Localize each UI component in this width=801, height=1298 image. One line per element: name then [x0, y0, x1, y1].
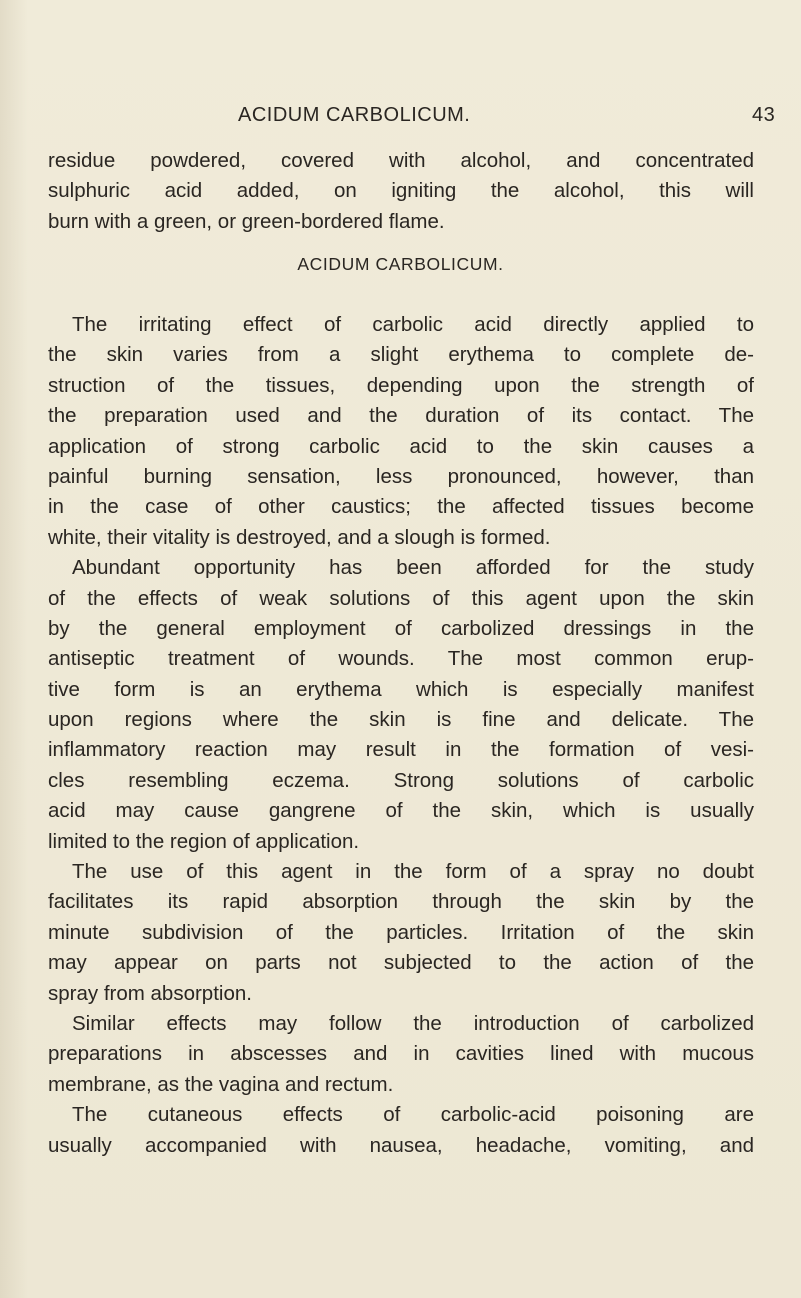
text-line: The irritating effect of carbolic acid directly applied to [72, 313, 754, 336]
text-line: antiseptic treatment of wounds. The most common erup- [48, 647, 754, 671]
text-line: Similar effects may follow the introduction of carbolized [72, 1011, 754, 1035]
text-line: by the general employment of carbolized dressings in the [48, 616, 754, 640]
text-line: in the case of other caustics; the affected tissues become [48, 495, 754, 519]
text-line: sulphuric acid added, on igniting the alcohol, this will [48, 179, 754, 203]
section-body [48, 310, 754, 1161]
text-line: The cutaneous effects of carbolic-acid poisoning are [72, 1103, 754, 1127]
text-line: painful burning sensation, less pronounced, however, than [48, 464, 754, 488]
text-line: minute subdivision of the particles. Irritation of the skin [48, 920, 754, 944]
text-line: burn with a green, or green-bordered flame. [48, 209, 445, 233]
section-heading: ACIDUM CARBOLICUM. [297, 254, 504, 274]
text-line: preparations in abscesses and in cavities lined with mucous [48, 1042, 754, 1066]
running-head [0, 104, 801, 134]
running-head-title: ACIDUM CARBOLICUM. [238, 104, 471, 126]
text-line: acid may cause gangrene of the skin, which is usually [48, 799, 754, 823]
text-line: of the effects of weak solutions of this agent upon the skin [48, 586, 754, 610]
text-line: facilitates its rapid absorption through the skin by the [48, 890, 754, 914]
text-line: the preparation used and the duration of its contact. The [48, 404, 754, 428]
text-line: usually accompanied with nausea, headache, vomiting, and [48, 1133, 754, 1157]
text-line: spray from absorption. [48, 981, 252, 1005]
text-line: tive form is an erythema which is especially manifest [48, 677, 754, 701]
text-line: white, their vitality is destroyed, and a slough is formed. [48, 525, 551, 549]
text-line: residue powdered, covered with alcohol, and concentrated [48, 149, 754, 172]
text-line: may appear on parts not subjected to the action of the [48, 951, 754, 975]
text-line: inflammatory reaction may result in the formation of vesi- [48, 738, 754, 762]
text-line: membrane, as the vagina and rectum. [48, 1072, 394, 1096]
text-line: cles resembling eczema. Strong solutions of carbolic [48, 768, 754, 792]
text-line: limited to the region of application. [48, 829, 360, 853]
page-number: 43 [752, 104, 776, 126]
text-line: struction of the tissues, depending upon the strength of [48, 373, 754, 397]
text-line: The use of this agent in the form of a spray no doubt [72, 860, 754, 884]
text-line: Abundant opportunity has been afforded for the study [72, 556, 754, 580]
text-line: the skin varies from a slight erythema to complete de- [48, 343, 754, 367]
intro-paragraph [48, 146, 754, 237]
text-line: application of strong carbolic acid to the skin causes a [48, 434, 754, 458]
text-line: upon regions where the skin is fine and delicate. The [48, 708, 754, 732]
